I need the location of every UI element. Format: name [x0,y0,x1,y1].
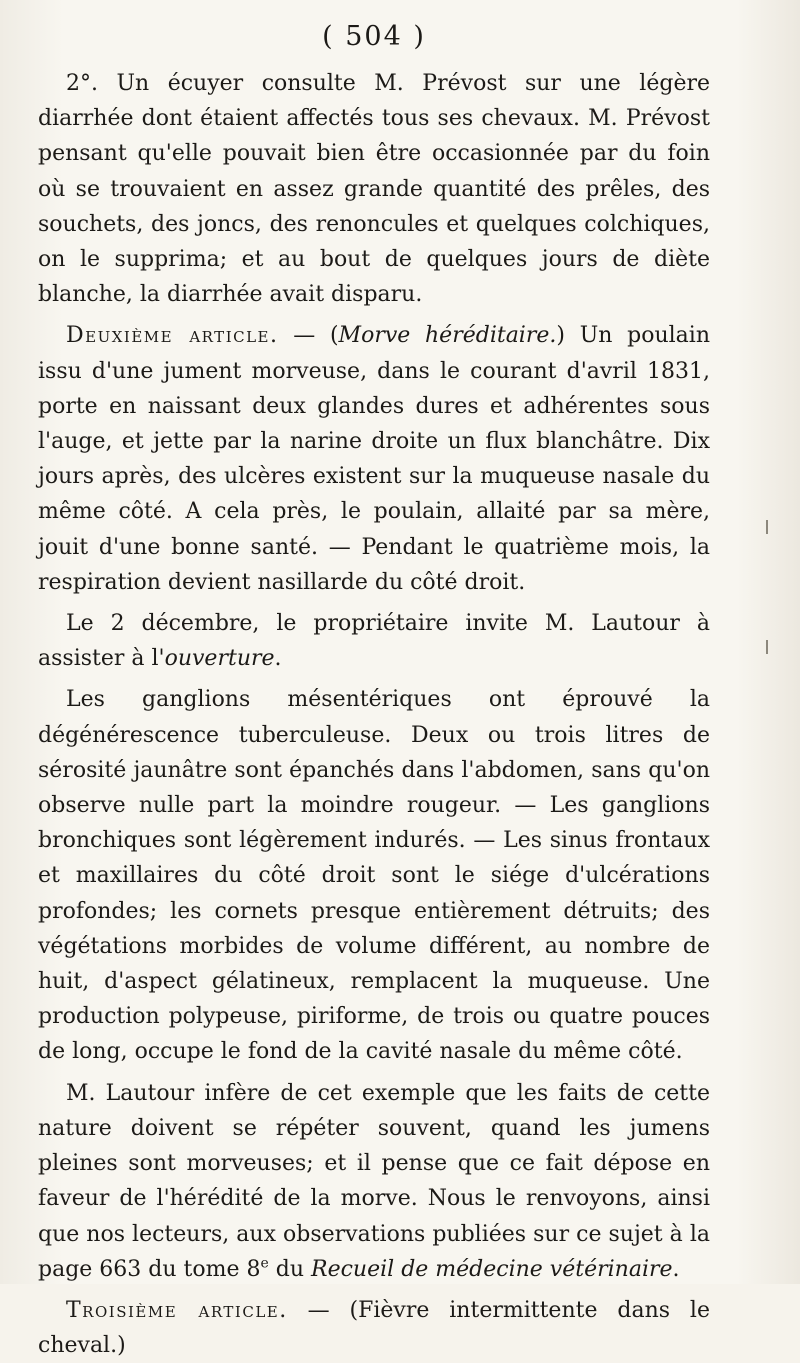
page-number: ( 504 ) [322,21,426,52]
citation-title: Recueil de médecine vétérinaire [311,1256,673,1282]
paragraph-lautour-invite [38,606,710,676]
article-title-2: Morve héréditaire. [338,323,557,349]
superscript: e [260,1255,269,1272]
paragraph-ecuyer: 2°. Un écuyer consulte M. Prévost sur une légère diarrhée dont étaient affectés tous ses chevaux. M. Prévost pensant qu'elle pouvait bien être occasionnée par du foin où se trouvaient en assez grande quantité des prêles, des souchets, des joncs, des renoncules et quelques colchiques, on le supprima; et au bout de quelques jours de diète blanche, la diarrhée avait disparu. [38,71,710,308]
article-separator: — ( [278,323,339,349]
paragraph-text: — (Fièvre intermittente dans le cheval.) [38,1297,710,1359]
margin-mark [766,520,768,534]
paragraph-text: du [268,1256,312,1282]
italic-term: ouverture [164,646,275,672]
article-heading-3: Troisième article. [66,1297,288,1323]
article-heading-2: Deuxième article. [66,323,279,349]
paragraph-heredite [38,1076,710,1287]
paragraph-morve-hereditaire [38,318,710,600]
paragraph-text: ) Un poulain issu d'une jument morveuse, dans le courant d'avril 1831, porte en naissant deux glandes dures et adhérentes sous l'auge, et jette par la narine droite un flux blanchâtre. Dix jours après, des ulcères existent sur la muqueuse nasale du même côté. A cela près, le poulain, allaité par sa mère, jouit d'une bonne santé. — Pendant le quatrième mois, la respiration devient nasillarde du côté droit. [38,323,710,595]
paragraph-text: . [274,646,282,672]
paragraph-troisieme-article [38,1293,710,1363]
paragraph-text: Le 2 décembre, le propriétaire invite M. Lautour à assister à l' [38,611,710,672]
paragraph-text: . [672,1256,680,1282]
paragraph-ganglions: Les ganglions mésentériques ont éprouvé la dégénérescence tuberculeuse. Deux ou trois litres de sérosité jaunâtre sont épanchés dans l'abdomen, sans qu'on observe nulle part la moindre rougeur. — Les ganglions bronchiques sont légèrement indurés. — Les sinus frontaux et maxillaires du côté droit sont le siége d'ulcérations profondes; les cornets presque entièrement détruits; des végétations morbides de volume différent, au nombre de huit, d'aspect gélatineux, remplacent la muqueuse. Une production polypeuse, piriforme, de trois ou quatre pouces de long, occupe le fond de la cavité nasale du même côté. [38,687,710,1065]
margin-mark [766,640,768,654]
paragraph-text: M. Lautour infère de cet exemple que les faits de cette nature doivent se répéter souvent, quand les jumens pleines sont morveuses; et il pense que ce fait dépose en faveur de l'hérédité de la morve. Nous le renvoyons, ainsi que nos lecteurs, aux observations publiées sur ce sujet à la page 663 du tome 8 [38,1080,710,1282]
